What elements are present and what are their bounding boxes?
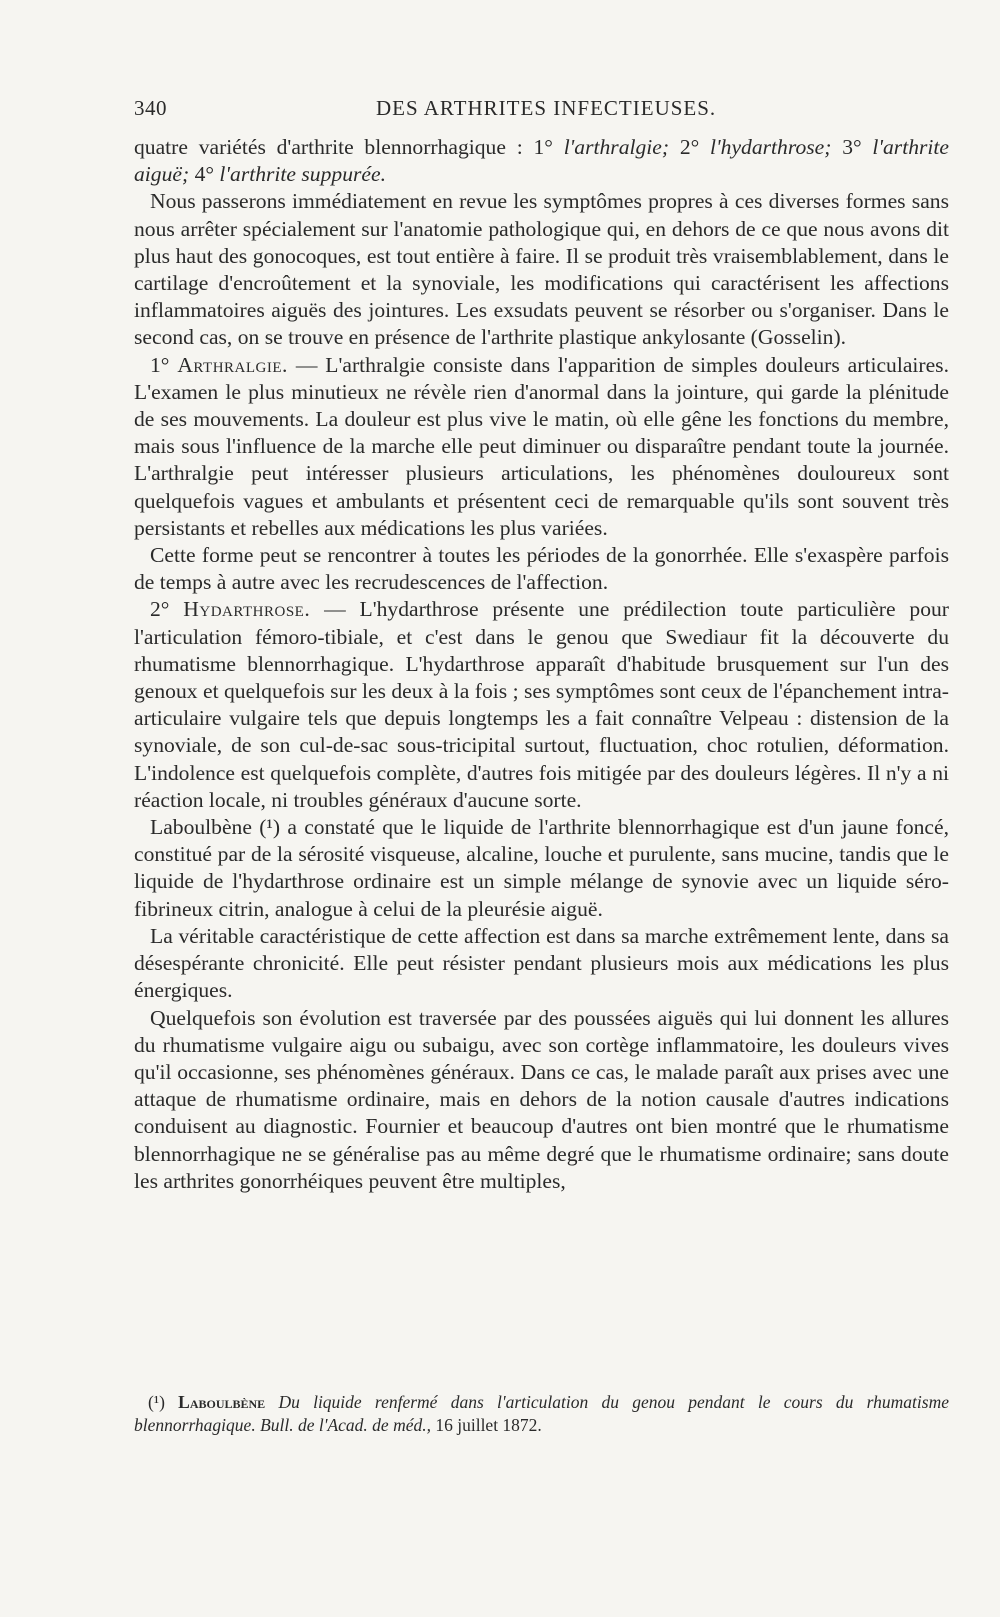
section-number: 1° <box>150 352 178 377</box>
text-span: — L'arthralgie consiste dans l'apparition de simples douleurs articulaires. L'examen le plus minutieux ne révèle rien d'anormal dans la jointure, qui garde la plénitude de ses mouvements. La douleur est plus vive le matin, où elle gêne les fonctions du membre, mais sous l'influence de la marche elle peut diminuer ou disparaître pendant toute la journée. L'arthralgie peut intéresser plusieurs articulations, les phénomènes douloureux sont quelquefois vagues et ambulants et présentent ceci de remarquable qu'ils sont souvent très persistants et rebelles aux médications les plus variées. <box>134 352 949 540</box>
italic-term: l'arthrite suppurée. <box>219 162 386 187</box>
footnote-date: 16 juillet 1872. <box>430 1415 542 1435</box>
paragraph: Laboulbène (¹) a constaté que le liquide de l'arthrite blennorrhagique est d'un jaune foncé, constitué par de la sérosité visqueuse, alcaline, louche et purulente, sans mucine, tandis que le liquide de l'hydarthrose ordinaire est un simple mélange de synovie avec un liquide séro-fibrineux citrin, analogue à celui de la pleurésie aiguë. <box>134 815 949 921</box>
page-header <box>134 96 940 132</box>
text-span: 3° <box>831 135 873 159</box>
text-span: 2° <box>669 135 711 159</box>
italic-term: l'arthralgie; <box>563 135 670 159</box>
paragraph: Cette forme peut se rencontrer à toutes les périodes de la gonorrhée. Elle s'exaspère parfois de temps à autre avec les recrudescences de l'affection. <box>134 543 949 595</box>
section-heading: Arthralgie. <box>177 352 288 377</box>
paragraph: La véritable caractéristique de cette affection est dans sa marche extrêmement lente, dans sa désespérante chronicité. Elle peut résister pendant plusieurs mois aux médications les plus énergiques. <box>134 923 949 1003</box>
paragraph: Nous passerons immédiatement en revue les symptômes propres à ces diverses formes sans nous arrêter spécialement sur l'anatomie pathologique qui, en dehors de ce que nous avons dit plus haut des gonocoques, est tout entière à faire. Il se produit très vraisemblablement, dans le cartilage d'encroûtement et la synoviale, les modifications qui caractérisent les affections inflammatoires aiguës des jointures. Les exsudats peuvent se résorber ou s'organiser. Dans le second cas, on se trouve en présence de l'arthrite plastique ankylosante (Gosselin). <box>134 189 949 350</box>
text-span: quatre variétés d'arthrite blennorrhagique : 1° <box>134 135 564 159</box>
body-text <box>134 134 949 1195</box>
section-number: 2° <box>150 597 184 622</box>
text-span: — L'hydarthrose présente une prédilection toute particulière pour l'articulation fémoro-tibiale, et c'est dans le genou que Swediaur fit la découverte du rhumatisme blennorrhagique. L'hydarthrose apparaît d'habitude brusquement sur l'un des genoux et quelquefois sur les deux à la fois ; ses symptômes sont ceux de l'épanchement intra-articulaire vulgaire tels que depuis longtemps les a fait connaître Velpeau : distension de la synoviale, de son cul-de-sac sous-tricipital surtout, fluctuation, choc rotulien, déformation. L'indolence est quelquefois complète, d'autres fois mitigée par des douleurs légères. Il n'y a ni réaction locale, ni troubles généraux d'aucune sorte. <box>134 597 949 812</box>
footnote-title: Du liquide renfermé dans l'articulation du genou pendant le cours du rhumatisme blennorrhagique. Bull. de l'Acad. de méd., <box>134 1392 949 1435</box>
text-span: 4° <box>189 162 220 187</box>
footnote-mark: (¹) <box>148 1392 179 1412</box>
running-title: DES ARTHRITES INFECTIEUSES. <box>376 96 717 120</box>
page-number: 340 <box>134 96 167 120</box>
section-heading: Hydarthrose. <box>183 597 311 622</box>
paragraph-continuation <box>134 134 949 188</box>
italic-term: l'arthrite aiguë; <box>134 135 949 187</box>
footnote <box>134 1391 949 1437</box>
paragraph-hydarthrose <box>134 596 949 814</box>
footnote-author: Laboulbène <box>178 1392 266 1412</box>
paragraph: Quelquefois son évolution est traversée par des poussées aiguës qui lui donnent les allures du rhumatisme vulgaire aigu ou subaigu, avec son cortège inflammatoire, les douleurs vives qu'il occasionne, ses phénomènes généraux. Dans ce cas, le malade paraît aux prises avec une attaque de rhumatisme ordinaire, mais en dehors de la notion causale d'autres indications conduisent au diagnostic. Fournier et beaucoup d'autres ont bien montré que le rhumatisme blennorrhagique ne se généralise pas au même degré que le rhumatisme ordinaire; sans doute les arthrites gonorrhéiques peuvent être multiples, <box>134 1005 949 1193</box>
italic-term: l'hydarthrose; <box>710 135 832 159</box>
paragraph-arthralgie <box>134 352 949 542</box>
